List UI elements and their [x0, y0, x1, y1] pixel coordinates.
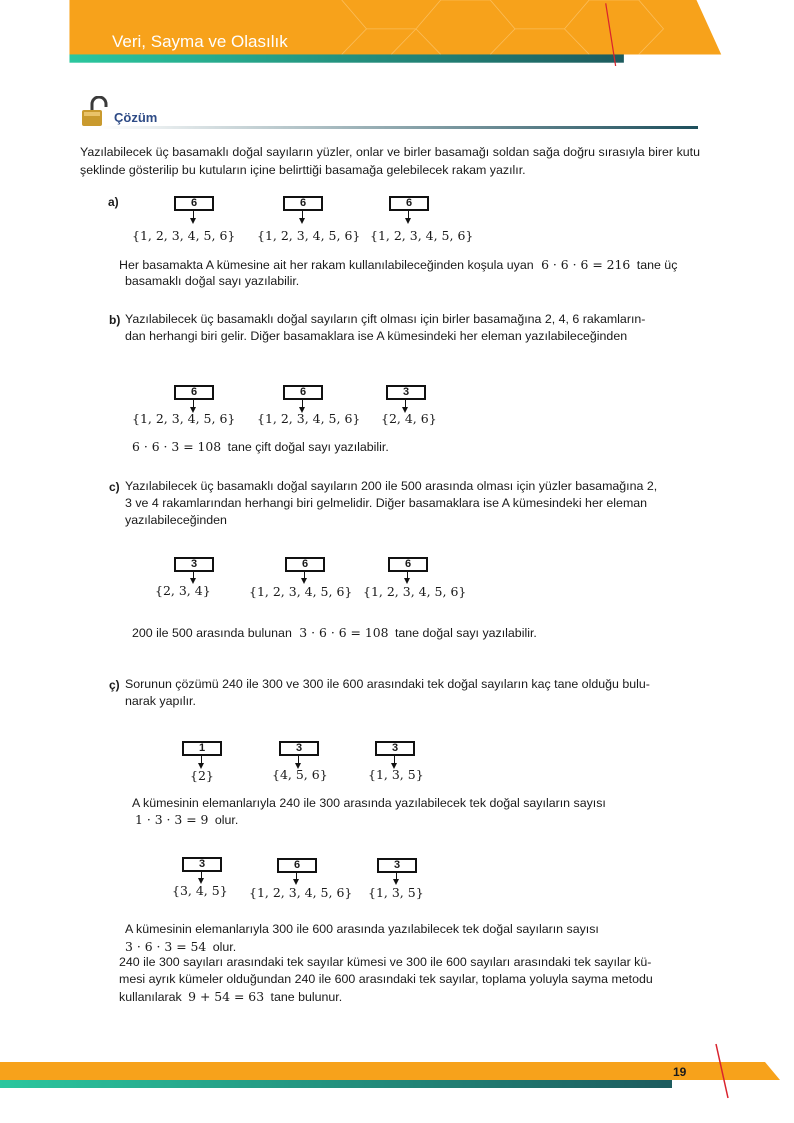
digit-box: 3	[279, 741, 319, 756]
part-cc-math-3: 9 + 54 = 63	[188, 989, 265, 1004]
part-b-line-2: dan herhangi biri gelir. Diğer basamaklara ise A kümesindeki her eleman yazılabileceğinden	[125, 329, 628, 343]
digit-set: {2}	[190, 768, 214, 783]
digit-box: 1	[182, 741, 222, 756]
digit-set: {1, 2, 3, 4, 5, 6}	[249, 885, 353, 900]
digit-box: 3	[182, 857, 222, 872]
digit-set: {2, 3, 4}	[155, 583, 211, 598]
header-title: Veri, Sayma ve Olasılık	[112, 32, 288, 51]
digit-set: {1, 2, 3, 4, 5, 6}	[249, 584, 353, 599]
part-c-text-2: tane doğal sayı yazılabilir.	[394, 626, 537, 640]
padlock-icon	[80, 96, 110, 130]
digit-set: {3, 4, 5}	[172, 883, 228, 898]
digit-box: 6	[283, 385, 323, 400]
cozum-bar	[78, 96, 698, 132]
part-cc-math-2: 3 · 6 · 3 = 54	[125, 939, 207, 954]
digit-box: 3	[174, 557, 214, 572]
cozum-label: Çözüm	[114, 110, 158, 125]
part-cc-line-c	[119, 988, 342, 1006]
part-c-line-3: yazılabileceğinden	[125, 513, 227, 527]
digit-box: 3	[375, 741, 415, 756]
arrow-down-icon	[193, 572, 194, 579]
arrow-down-icon	[298, 756, 299, 764]
part-b-result	[132, 438, 389, 456]
digit-set: {1, 2, 3, 4, 5, 6}	[132, 411, 236, 426]
digit-box: 3	[377, 858, 417, 873]
part-a-text-3: basamaklı doğal sayı yazılabilir.	[125, 274, 300, 288]
arrow-down-icon	[193, 211, 194, 219]
part-b-line-1: Yazılabilecek üç basamaklı doğal sayıların çift olması için birler basamağına 2, 4, 6 rakamların-	[125, 312, 646, 326]
arrow-down-icon	[396, 873, 397, 880]
part-cc-label: ç)	[109, 678, 120, 692]
part-cc-line-c-pre: kullanılarak	[119, 990, 182, 1004]
arrow-down-icon	[408, 211, 409, 219]
digit-box: 6	[285, 557, 325, 572]
part-b-math: 6 · 6 · 3 = 108	[132, 439, 222, 454]
part-c-result	[132, 624, 537, 642]
part-c-line-1: Yazılabilecek üç basamaklı doğal sayıların 200 ile 500 arasında olması için yüzler basamağına 2,	[125, 479, 658, 493]
part-cc-line-1: Sorunun çözümü 240 ile 300 ve 300 ile 600 arasındaki tek doğal sayıların kaç tane olduğu bulu-	[125, 677, 650, 691]
arrow-down-icon	[405, 400, 406, 408]
page-number: 19	[673, 1065, 687, 1079]
part-cc-eq-1	[135, 811, 238, 829]
part-cc-text-2: A kümesinin elemanlarıyla 300 ile 600 arasında yazılabilecek tek doğal sayıların sayısı	[125, 922, 599, 936]
part-cc-math-1: 1 · 3 · 3 = 9	[135, 812, 209, 827]
digit-set: {1, 2, 3, 4, 5, 6}	[257, 411, 361, 426]
arrow-down-icon	[304, 572, 305, 579]
part-a-text-2: tane üç	[636, 258, 678, 272]
part-c-math: 3 · 6 · 6 = 108	[299, 625, 389, 640]
part-a-label: a)	[108, 195, 119, 209]
part-cc-text-1: A kümesinin elemanlarıyla 240 ile 300 arasında yazılabilecek tek doğal sayıların sayısı	[132, 796, 606, 810]
digit-set: {1, 2, 3, 4, 5, 6}	[370, 228, 474, 243]
arrow-down-icon	[302, 211, 303, 219]
part-b-result-text: tane çift doğal sayı yazılabilir.	[227, 440, 389, 454]
part-c-text-1: 200 ile 500 arasında bulunan	[132, 626, 292, 640]
digit-set: {1, 2, 3, 4, 5, 6}	[363, 584, 467, 599]
digit-box: 6	[174, 385, 214, 400]
arrow-down-icon	[201, 872, 202, 879]
digit-set: {1, 3, 5}	[368, 767, 424, 782]
intro-paragraph: Yazılabilecek üç basamaklı doğal sayıların yüzler, onlar ve birler basamağı soldan sağa doğru sırasıyla birer kutu şeklinde gösterilip bu kutuların içine belirttiği basamağa gelebilecek rakam yazılır.	[80, 145, 700, 177]
part-b-label: b)	[109, 313, 121, 327]
digit-set: {4, 5, 6}	[272, 767, 328, 782]
digit-set: {1, 2, 3, 4, 5, 6}	[257, 228, 361, 243]
digit-box: 6	[277, 858, 317, 873]
part-cc-line-a: 240 ile 300 sayıları arasındaki tek sayılar kümesi ve 300 ile 600 sayıları arasındaki tek sayılar kü-	[119, 955, 652, 969]
part-cc-line-c-post: tane bulunur.	[270, 990, 343, 1004]
part-a-text	[119, 256, 677, 274]
part-c-line-2: 3 ve 4 rakamlarından herhangi biri gelmelidir. Diğer basamaklara ise A kümesindeki her eleman	[125, 496, 648, 510]
part-cc-line-2: narak yapılır.	[125, 694, 196, 708]
digit-set: {1, 3, 5}	[368, 885, 424, 900]
part-a-text-1: Her basamakta A kümesine ait her rakam kullanılabileceğinden koşula uyan	[119, 258, 534, 272]
part-c-label: c)	[109, 480, 120, 494]
arrow-down-icon	[296, 873, 297, 880]
digit-box: 6	[283, 196, 323, 211]
digit-set: {2, 4, 6}	[381, 411, 437, 426]
digit-set: {1, 2, 3, 4, 5, 6}	[132, 228, 236, 243]
arrow-down-icon	[394, 756, 395, 764]
arrow-down-icon	[193, 400, 194, 408]
arrow-down-icon	[407, 572, 408, 579]
part-a-math: 6 · 6 · 6 = 216	[541, 257, 631, 272]
digit-box: 6	[174, 196, 214, 211]
arrow-down-icon	[302, 400, 303, 408]
part-cc-text-2b: olur.	[212, 940, 237, 954]
part-cc-text-1b: olur.	[214, 813, 239, 827]
digit-box: 6	[389, 196, 429, 211]
arrow-down-icon	[201, 756, 202, 764]
digit-box: 3	[386, 385, 426, 400]
part-cc-line-b: mesi ayrık kümeler olduğundan 240 ile 600 arasındaki tek sayılar, toplama yoluyla sayma metodu	[119, 972, 653, 986]
digit-box: 6	[388, 557, 428, 572]
